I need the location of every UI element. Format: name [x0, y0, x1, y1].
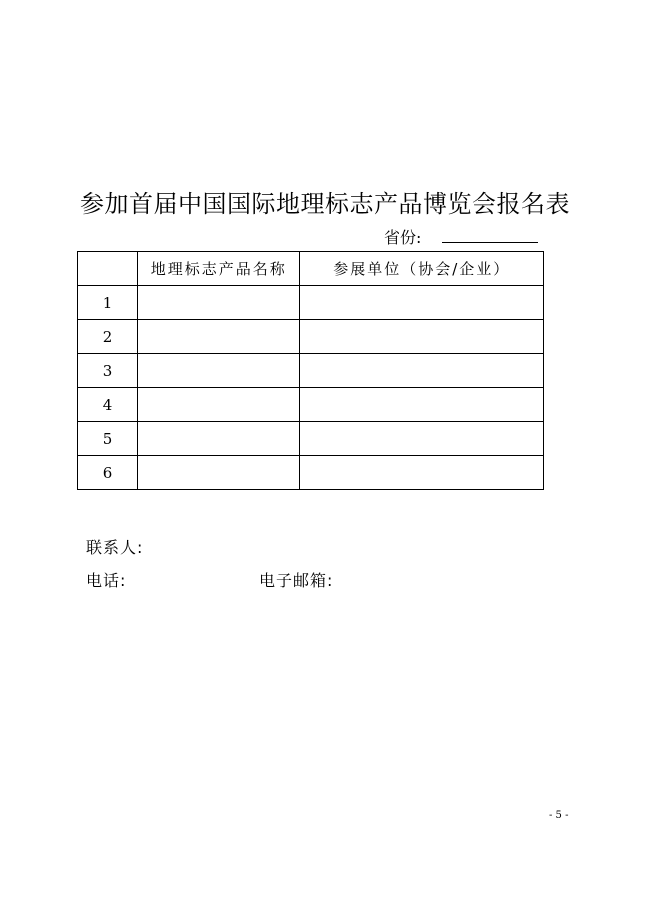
- form-title: 参加首届中国国际地理标志产品博览会报名表: [80, 190, 570, 218]
- contact-person-label: 联系人:: [86, 538, 144, 557]
- row-number: 3: [78, 354, 138, 388]
- table-row: [78, 422, 544, 456]
- table-row: [78, 320, 544, 354]
- table-row: [78, 354, 544, 388]
- product-name-cell[interactable]: [138, 422, 300, 456]
- product-name-cell[interactable]: [138, 456, 300, 490]
- province-label: 省份:: [384, 228, 422, 247]
- email-label: 电子邮箱:: [259, 571, 334, 590]
- exhibitor-unit-cell[interactable]: [300, 286, 544, 320]
- header-number: [78, 252, 138, 286]
- table-header-row: [78, 252, 544, 286]
- header-product-name: 地理标志产品名称: [138, 252, 300, 286]
- row-number: 6: [78, 456, 138, 490]
- exhibitor-unit-cell[interactable]: [300, 320, 544, 354]
- header-exhibitor-unit: 参展单位（协会/企业）: [300, 252, 544, 286]
- product-name-cell[interactable]: [138, 320, 300, 354]
- exhibitor-unit-cell[interactable]: [300, 422, 544, 456]
- exhibitor-unit-cell[interactable]: [300, 456, 544, 490]
- province-fill-line[interactable]: [442, 242, 538, 243]
- exhibitor-unit-cell[interactable]: [300, 388, 544, 422]
- row-number: 4: [78, 388, 138, 422]
- product-name-cell[interactable]: [138, 388, 300, 422]
- registration-table: [77, 251, 544, 490]
- phone-label: 电话:: [86, 571, 127, 590]
- row-number: 2: [78, 320, 138, 354]
- page-number: - 5 -: [549, 810, 569, 821]
- table-row: [78, 286, 544, 320]
- product-name-cell[interactable]: [138, 286, 300, 320]
- product-name-cell[interactable]: [138, 354, 300, 388]
- row-number: 5: [78, 422, 138, 456]
- table-row: [78, 388, 544, 422]
- row-number: 1: [78, 286, 138, 320]
- exhibitor-unit-cell[interactable]: [300, 354, 544, 388]
- table-row: [78, 456, 544, 490]
